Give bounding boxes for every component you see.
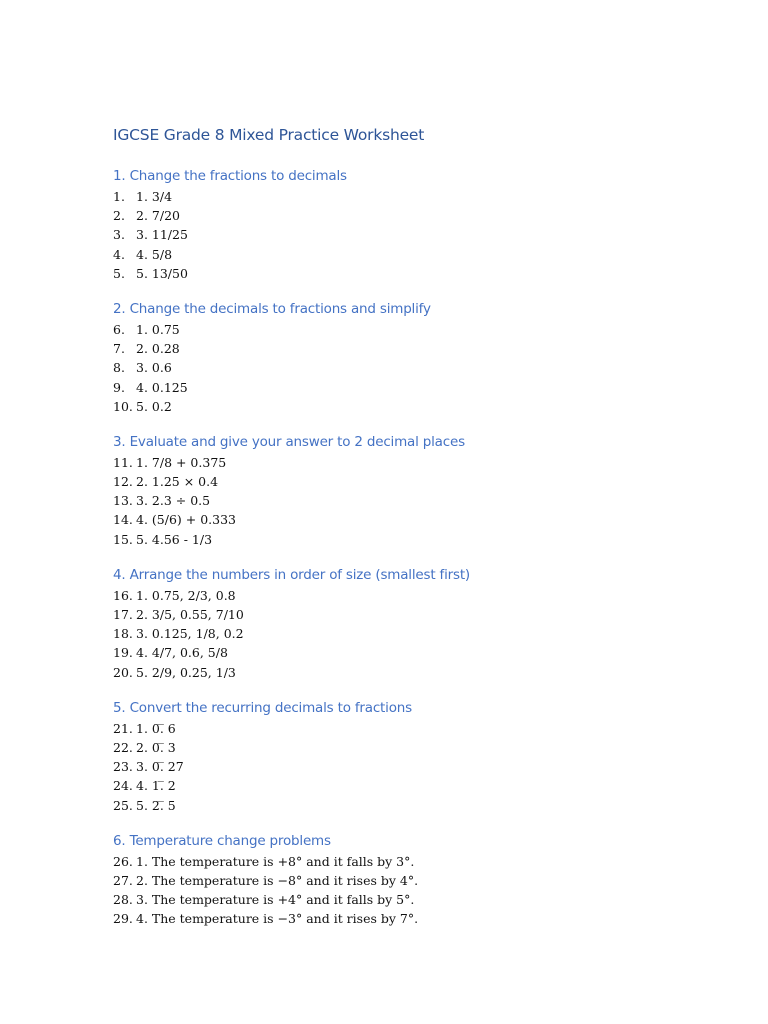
item-number: 15. [113,531,133,547]
item-text: 2. 1.25 × 0.4 [136,474,219,490]
item-text: 1. The temperature is +8° and it falls by 3°. [136,853,415,869]
item-number: 26. [113,853,133,869]
section-fractions-to-decimals [113,165,713,283]
list-item [113,624,713,643]
list-item [113,397,713,416]
section-heading: 4. Arrange the numbers in order of size (smallest first) [113,566,470,583]
item-text: 1. 7/8 + 0.375 [136,454,227,470]
section-heading: 1. Change the fractions to decimals [113,168,347,184]
list-item [113,605,713,624]
section-heading: 2. Change the decimals to fractions and simplify [113,300,431,317]
list-item [113,339,713,358]
item-number: 21. [113,720,133,736]
item-number: 2. [113,208,125,224]
list-item [113,491,713,510]
list-item [113,245,713,264]
list-item [113,225,713,244]
item-number: 23. [113,759,133,775]
item-number: 22. [113,739,133,755]
section-recurring-decimals [113,697,713,815]
item-number: 5. [113,265,125,281]
item-number: 6. [113,321,125,337]
list-item [113,663,713,682]
item-text: 1. 0.75 [136,321,180,337]
list-item [113,909,713,928]
section-temperature [113,830,713,929]
item-text: 4. 0.125 [136,379,188,395]
item-text: 1. 0.75, 2/3, 0.8 [136,587,236,603]
item-text: 3. 0.125, 1/8, 0.2 [136,626,244,642]
list-item [113,738,713,757]
item-text: 4. 4/7, 0.6, 5/8 [136,645,228,661]
item-number: 10. [113,398,133,414]
list-item [113,796,713,815]
list-item [113,187,713,206]
item-number: 12. [113,474,133,490]
list-item [113,453,713,472]
item-text: 4. (5/6) + 0.333 [136,512,236,528]
item-text: 2. 3/5, 0.55, 7/10 [136,607,244,622]
list-item [113,852,713,871]
item-text: 2. 0.28 [136,341,180,357]
list-item [113,719,713,738]
section-heading: 3. Evaluate and give your answer to 2 decimal places [113,433,465,450]
item-number: 18. [113,626,133,642]
item-number: 11. [113,454,133,470]
section-evaluate [113,431,713,549]
item-text: 5. 0.2 [136,398,172,414]
item-number: 17. [113,607,133,622]
section-heading: 6. Temperature change problems [113,832,331,849]
item-number: 29. [113,911,133,927]
list-item [113,776,713,795]
list-item [113,530,713,549]
list-item [113,320,713,339]
item-number: 3. [113,227,125,243]
item-text: 5. 2.̅ 5 [136,797,176,813]
item-text: 2. 7/20 [136,208,180,224]
item-number: 9. [113,379,125,395]
list-item [113,264,713,283]
section-heading: 5. Convert the recurring decimals to fractions [113,699,412,716]
item-text: 1. 0.̅ 6 [136,720,176,736]
item-number: 14. [113,512,133,528]
item-number: 13. [113,493,133,509]
item-text: 2. 0.̅ 3 [136,739,176,755]
item-number: 7. [113,341,125,357]
item-text: 1. 3/4 [136,189,173,204]
item-text: 5. 13/50 [136,265,188,281]
item-number: 20. [113,664,133,680]
list-item [113,890,713,909]
list-item [113,871,713,890]
item-number: 19. [113,645,133,661]
item-text: 2. The temperature is −8° and it rises by 4°. [136,872,419,888]
item-text: 3. 2.3 ÷ 0.5 [136,493,211,509]
list-item [113,643,713,662]
item-number: 25. [113,797,133,813]
item-text: 3. 0.6 [136,360,172,376]
item-text: 3. 0.̅ 27 [136,759,184,775]
list-item [113,586,713,605]
section-arrange-order [113,564,713,682]
item-text: 3. The temperature is +4° and it falls by 5°. [136,892,415,908]
section-decimals-to-fractions [113,298,713,416]
item-text: 4. 1.̅ 2 [136,778,176,794]
item-number: 27. [113,872,133,888]
item-number: 28. [113,892,133,908]
list-item [113,757,713,776]
page-title: IGCSE Grade 8 Mixed Practice Worksheet [113,126,425,144]
worksheet-page [113,122,713,943]
item-text: 5. 4.56 - 1/3 [136,531,213,547]
item-number: 4. [113,246,125,262]
item-text: 4. 5/8 [136,246,173,262]
item-number: 24. [113,778,133,794]
item-number: 16. [113,587,133,603]
item-text: 3. 11/25 [136,227,188,243]
item-number: 1. [113,189,125,204]
list-item [113,358,713,377]
item-text: 4. The temperature is −3° and it rises by 7°. [136,911,419,927]
list-item [113,378,713,397]
item-text: 5. 2/9, 0.25, 1/3 [136,664,236,680]
list-item [113,206,713,225]
list-item [113,472,713,491]
list-item [113,510,713,529]
item-number: 8. [113,360,125,376]
